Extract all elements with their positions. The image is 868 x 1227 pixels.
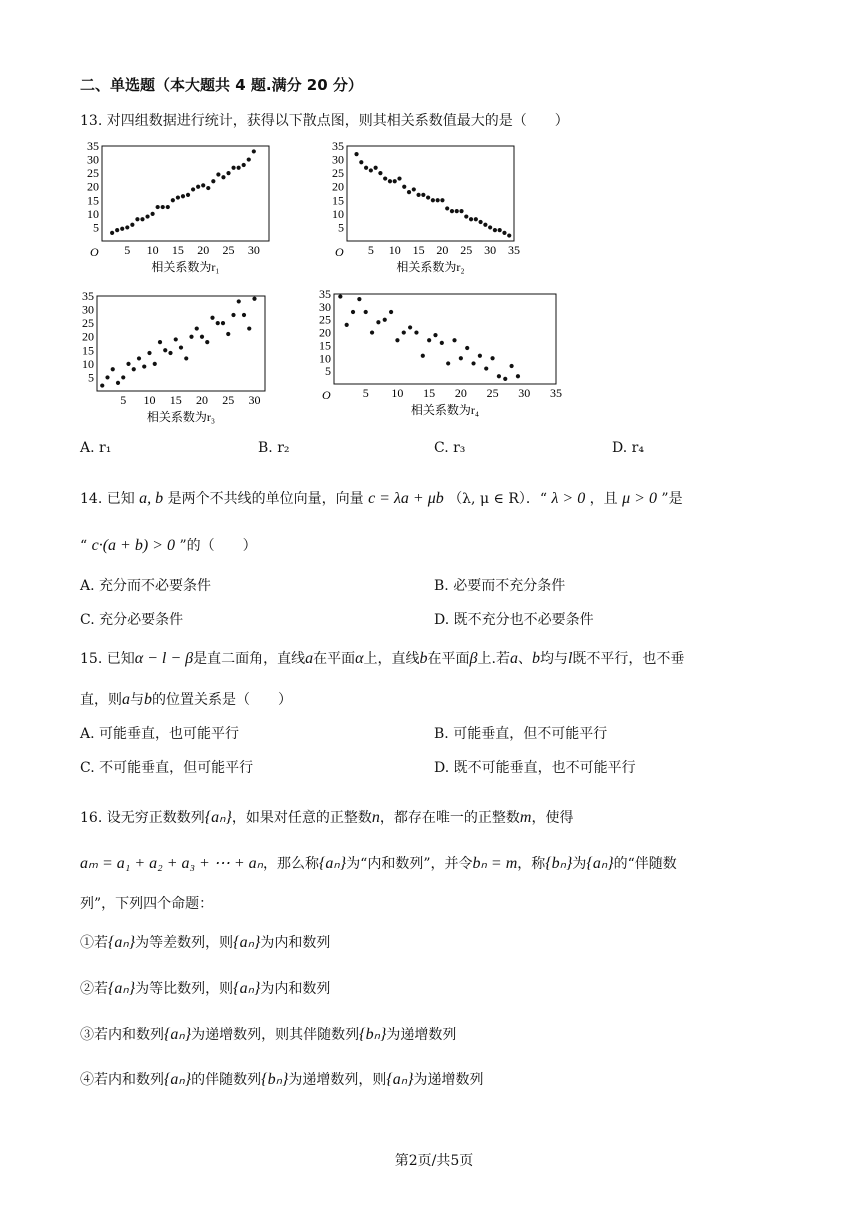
- scatter-point: [483, 223, 487, 227]
- q16-l2a: ，那么称: [263, 856, 320, 872]
- q15-c: 在平面: [313, 651, 356, 667]
- scatter-point: [201, 183, 205, 187]
- scatter-point: [111, 367, 115, 371]
- scatter-point: [416, 193, 420, 197]
- scatter-point: [231, 166, 235, 170]
- q16-seq-bn: {bₙ}: [545, 855, 573, 872]
- scatter-point: [351, 310, 355, 314]
- scatter-point: [176, 195, 180, 199]
- scatter-point: [242, 313, 246, 317]
- scatter-point: [402, 185, 406, 189]
- q15-l2b: 与: [130, 692, 144, 708]
- p3-a: ③若内和数列: [80, 1027, 164, 1043]
- scatter-point: [237, 166, 241, 170]
- q13-stem: 13. 对四组数据进行统计，获得以下散点图，则其相关系数值最大的是（ ）: [80, 113, 569, 129]
- scatter-point: [421, 193, 425, 197]
- q13-option-a[interactable]: A. r₁: [80, 440, 112, 456]
- x-tick-label: 20: [197, 243, 210, 257]
- p4-seq: {aₙ}: [164, 1071, 192, 1088]
- scatter-point: [221, 321, 225, 325]
- scatter-point: [110, 231, 114, 235]
- scatter-point: [226, 171, 230, 175]
- scatter-point: [179, 345, 183, 349]
- x-tick-label: 25: [486, 386, 499, 400]
- x-tick-label: 5: [362, 386, 369, 400]
- scatter-point: [357, 297, 361, 301]
- q15-dihedral: α − l − β: [134, 650, 194, 667]
- scatter-point: [147, 351, 151, 355]
- q14-mu: μ > 0: [622, 490, 657, 507]
- scatter-point: [145, 214, 149, 218]
- x-tick-label: 5: [120, 393, 127, 407]
- q14-lambda: λ > 0: [551, 490, 586, 507]
- scatter-point: [484, 366, 488, 370]
- x-tick-label: 30: [248, 393, 261, 407]
- scatter-point: [426, 195, 430, 199]
- y-tick-label: 30: [82, 302, 94, 317]
- y-tick-label: 35: [87, 140, 99, 153]
- q14-line2: [80, 535, 257, 555]
- q15-var-a3: a: [122, 691, 130, 708]
- x-tick-label: 20: [196, 393, 208, 407]
- x-tick-label: 15: [171, 243, 184, 257]
- scatter-point: [116, 381, 120, 385]
- scatter-point: [433, 333, 437, 337]
- scatter-point: [383, 318, 387, 322]
- p4-seq-bn: {bₙ}: [261, 1071, 289, 1088]
- scatter-point: [359, 160, 363, 164]
- y-tick-label: 30: [332, 152, 344, 167]
- scatter-point: [383, 176, 387, 180]
- y-tick-label: 15: [87, 193, 99, 208]
- q15-var-b: b: [419, 650, 428, 667]
- x-tick-label: 10: [143, 393, 156, 407]
- x-tick-label: 15: [412, 243, 425, 257]
- scatter-point: [370, 330, 374, 334]
- scatter-point: [174, 337, 178, 341]
- scatter-point: [408, 325, 412, 329]
- q14-option-c[interactable]: C. 充分必要条件: [80, 612, 184, 628]
- q15-var-l: l: [567, 650, 573, 667]
- scatter-point: [132, 367, 136, 371]
- scatter-point: [446, 361, 450, 365]
- scatter-point: [210, 316, 214, 320]
- p3-c: 为递增数列: [386, 1027, 457, 1043]
- y-tick-label: 15: [332, 193, 344, 208]
- scatter-plot-r2: [325, 140, 535, 284]
- scatter-point: [181, 194, 185, 198]
- q15-var-a2: a: [509, 650, 518, 667]
- q16-proposition-1[interactable]: [80, 932, 330, 952]
- scatter-point: [216, 172, 220, 176]
- y-tick-label: 25: [82, 316, 94, 331]
- p4-seq2: {aₙ}: [386, 1071, 414, 1088]
- q13-option-b[interactable]: B. r₂: [258, 440, 290, 456]
- scatter-point: [440, 198, 444, 202]
- q16-proposition-4[interactable]: [80, 1069, 484, 1089]
- p3-seq-bn: {bₙ}: [359, 1026, 387, 1043]
- q15-l2a: 直，则: [80, 692, 122, 708]
- y-tick-label: 5: [325, 364, 331, 379]
- scatter-point: [195, 326, 199, 330]
- scatter-point: [507, 233, 511, 237]
- p1-b: 为等差数列，则: [135, 935, 234, 951]
- q15-i: 既不平行，也不垂: [572, 651, 685, 667]
- scatter-point: [469, 217, 473, 221]
- x-tick-label: 30: [247, 243, 260, 257]
- y-tick-label: 10: [332, 206, 344, 221]
- scatter-point: [126, 362, 130, 366]
- p3-seq: {aₙ}: [164, 1026, 192, 1043]
- y-tick-label: 20: [82, 329, 94, 344]
- q16-a: 16. 设无穷正数数列: [80, 810, 205, 826]
- scatter-point: [252, 297, 256, 301]
- scatter-point: [497, 374, 501, 378]
- scatter-point: [135, 217, 139, 221]
- q16-proposition-3[interactable]: [80, 1024, 456, 1044]
- scatter-point: [407, 190, 411, 194]
- page-footer: 第2页/共5页: [394, 1153, 474, 1169]
- scatter-point: [452, 338, 456, 342]
- p3-b: 为递增数列，则其伴随数列: [191, 1027, 360, 1043]
- scatter-point: [345, 323, 349, 327]
- x-tick-label: 35: [550, 386, 562, 400]
- scatter-point: [206, 186, 210, 190]
- scatter-point: [393, 179, 397, 183]
- x-tick-label: 25: [222, 243, 235, 257]
- p2-c: 为内和数列: [260, 981, 331, 997]
- scatter-point: [161, 205, 165, 209]
- scatter-point: [498, 228, 502, 232]
- origin-label: O: [335, 245, 344, 259]
- q14-condition: （λ, μ ∈ R）．“: [448, 491, 548, 507]
- scatter-point: [474, 217, 478, 221]
- q16-line1: [80, 807, 573, 827]
- q16-line2: [80, 853, 677, 873]
- scatter-point: [397, 176, 401, 180]
- q15-b: 是直二面角，直线: [193, 651, 306, 667]
- q15-var-a: a: [305, 650, 314, 667]
- scatter-point: [478, 354, 482, 358]
- q15-line1: [80, 648, 684, 668]
- scatter-point: [247, 326, 251, 330]
- scatter-point: [465, 346, 469, 350]
- q15-d: 上，直线: [363, 651, 420, 667]
- x-tick-label: 20: [454, 386, 467, 400]
- scatter-point: [510, 364, 514, 368]
- y-tick-label: 10: [87, 206, 99, 221]
- y-tick-label: 35: [319, 288, 331, 301]
- scatter-point: [120, 227, 124, 231]
- y-tick-label: 35: [82, 290, 94, 303]
- q16-l2c: ，称: [517, 856, 546, 872]
- y-tick-label: 25: [332, 166, 344, 181]
- q16-seq-an-2: {aₙ}: [319, 855, 347, 872]
- scatter-point: [163, 348, 167, 352]
- scatter-point: [364, 310, 368, 314]
- plot-caption: 相关系数为r₄: [410, 403, 480, 417]
- scatter-point: [354, 152, 358, 156]
- q15-option-a[interactable]: A. 可能垂直，也可能平行: [80, 726, 240, 742]
- q14-text: 是两个不共线的单位向量，向量: [167, 491, 364, 507]
- scatter-point: [502, 231, 506, 235]
- scatter-point: [205, 340, 209, 344]
- q14-prefix: 14. 已知: [80, 491, 135, 507]
- q16-l2e: 的“伴随数: [613, 856, 677, 872]
- origin-label: O: [90, 245, 99, 259]
- scatter-point: [378, 171, 382, 175]
- scatter-point: [231, 313, 235, 317]
- scatter-point: [412, 187, 416, 191]
- scatter-point: [171, 198, 175, 202]
- section-title: 二、单选题（本大题共 4 题.满分 20 分）: [80, 76, 363, 94]
- scatter-point: [151, 212, 155, 216]
- scatter-point: [493, 228, 497, 232]
- y-tick-label: 10: [319, 351, 331, 366]
- q15-beta: β: [469, 650, 478, 667]
- scatter-point: [427, 338, 431, 342]
- scatter-point: [115, 228, 119, 232]
- scatter-point: [421, 354, 425, 358]
- x-tick-label: 25: [460, 243, 473, 257]
- x-tick-label: 5: [124, 243, 131, 257]
- q15-line2: [80, 689, 292, 709]
- scatter-point: [105, 375, 109, 379]
- scatter-plot-r1: [82, 140, 272, 284]
- p1-seq2: {aₙ}: [233, 934, 261, 951]
- q15-h: 均与: [539, 651, 568, 667]
- q13-option-d[interactable]: D. r₄: [612, 440, 644, 456]
- p4-d: 为递增数列: [413, 1072, 484, 1088]
- y-tick-label: 35: [332, 140, 344, 153]
- scatter-point: [186, 193, 190, 197]
- q16-sum-expr: aₘ = a₁ + a₂ + a₃ + ⋯ + aₙ: [80, 855, 264, 872]
- y-tick-label: 20: [87, 179, 99, 194]
- y-tick-label: 20: [319, 325, 331, 340]
- scatter-point: [221, 175, 225, 179]
- scatter-point: [252, 149, 256, 153]
- p2-seq2: {aₙ}: [233, 980, 261, 997]
- scatter-point: [200, 335, 204, 339]
- x-tick-label: 10: [388, 243, 401, 257]
- q16-l2d: 为: [572, 856, 587, 872]
- y-tick-label: 5: [88, 370, 94, 385]
- q14-vector-c: c = λa + μb: [368, 490, 444, 507]
- q16-var-n: n: [371, 809, 380, 826]
- scatter-point: [191, 187, 195, 191]
- scatter-point: [516, 374, 520, 378]
- q15-alpha: α: [355, 650, 364, 667]
- q15-option-d[interactable]: D. 既不可能垂直，也不可能平行: [434, 760, 636, 776]
- q14-line2-end: ”的（ ）: [179, 538, 257, 554]
- x-tick-label: 15: [423, 386, 436, 400]
- q16-proposition-2[interactable]: [80, 978, 330, 998]
- scatter-point: [153, 362, 157, 366]
- scatter-point: [237, 299, 241, 303]
- scatter-point: [459, 356, 463, 360]
- p2-seq: {aₙ}: [108, 980, 136, 997]
- scatter-point: [184, 356, 188, 360]
- y-tick-label: 15: [82, 343, 94, 358]
- q16-d: ，使得: [531, 810, 574, 826]
- plot-frame: [334, 294, 556, 384]
- p1-a: ①若: [80, 935, 108, 951]
- origin-label: O: [322, 388, 331, 402]
- scatter-point: [445, 206, 449, 210]
- scatter-point: [503, 377, 507, 381]
- q14-vectors-ab: a, b: [139, 490, 164, 507]
- scatter-point: [440, 341, 444, 345]
- x-tick-label: 10: [146, 243, 159, 257]
- scatter-point: [242, 163, 246, 167]
- scatter-point: [125, 225, 129, 229]
- scatter-point: [395, 338, 399, 342]
- q15-var-b2: b: [531, 650, 540, 667]
- scatter-point: [402, 330, 406, 334]
- scatter-point: [158, 340, 162, 344]
- scatter-point: [189, 335, 193, 339]
- y-tick-label: 15: [319, 338, 331, 353]
- scatter-point: [226, 332, 230, 336]
- q15-var-b3: b: [144, 691, 152, 708]
- q16-var-m: m: [519, 809, 532, 826]
- q16-b: ，如果对任意的正整数: [231, 810, 372, 826]
- q16-bn-eq: bₙ = m: [472, 855, 518, 872]
- x-tick-label: 5: [367, 243, 374, 257]
- x-tick-label: 20: [436, 243, 449, 257]
- scatter-point: [211, 179, 215, 183]
- scatter-point: [142, 364, 146, 368]
- scatter-point: [364, 166, 368, 170]
- p4-a: ④若内和数列: [80, 1072, 164, 1088]
- x-tick-label: 30: [484, 243, 497, 257]
- y-tick-label: 5: [338, 220, 344, 235]
- scatter-point: [130, 223, 134, 227]
- q14-end: ”是: [661, 491, 683, 507]
- scatter-point: [471, 361, 475, 365]
- x-tick-label: 35: [508, 243, 520, 257]
- x-tick-label: 25: [222, 393, 235, 407]
- scatter-point: [121, 375, 125, 379]
- scatter-point: [166, 205, 170, 209]
- scatter-point: [431, 198, 435, 202]
- p1-seq: {aₙ}: [108, 934, 136, 951]
- q14-and: ，且: [589, 491, 618, 507]
- x-tick-label: 30: [518, 386, 531, 400]
- y-tick-label: 5: [93, 220, 99, 235]
- p2-a: ②若: [80, 981, 108, 997]
- y-tick-label: 25: [87, 166, 99, 181]
- plot-caption: 相关系数为r₃: [146, 410, 216, 424]
- y-tick-label: 30: [87, 152, 99, 167]
- q13-option-c[interactable]: C. r₃: [434, 440, 466, 456]
- q16-l2b: 为“内和数列”，并令: [346, 856, 473, 872]
- q14-dot-expr: c·(a + b) > 0: [91, 537, 175, 554]
- scatter-point: [488, 225, 492, 229]
- scatter-point: [388, 179, 392, 183]
- q16-seq-an-3: {aₙ}: [586, 855, 614, 872]
- q15-a: 15. 已知: [80, 651, 135, 667]
- scatter-point: [450, 209, 454, 213]
- scatter-point: [464, 214, 468, 218]
- scatter-plot-r4: [310, 288, 570, 432]
- q15-l2c: 的位置关系是（ ）: [152, 692, 292, 708]
- x-tick-label: 15: [169, 393, 182, 407]
- q16-seq-an: {aₙ}: [204, 809, 232, 826]
- y-tick-label: 25: [319, 312, 331, 327]
- y-tick-label: 10: [82, 356, 94, 371]
- scatter-point: [140, 217, 144, 221]
- p4-b: 的伴随数列: [191, 1072, 262, 1088]
- scatter-point: [137, 356, 141, 360]
- scatter-point: [338, 294, 342, 298]
- q14-option-a[interactable]: A. 充分而不必要条件: [80, 578, 212, 594]
- scatter-point: [156, 205, 160, 209]
- scatter-point: [168, 351, 172, 355]
- scatter-point: [374, 166, 378, 170]
- plot-caption: 相关系数为r₁: [151, 260, 220, 274]
- q15-e: 在平面: [427, 651, 470, 667]
- scatter-point: [414, 330, 418, 334]
- q14-line1: [80, 488, 683, 508]
- p4-c: 为递增数列，则: [288, 1072, 387, 1088]
- scatter-point: [247, 157, 251, 161]
- scatter-point: [459, 209, 463, 213]
- scatter-point: [389, 310, 393, 314]
- q16-line3: 列”，下列四个命题：: [80, 896, 214, 912]
- q14-option-d[interactable]: D. 既不充分也不必要条件: [434, 612, 594, 628]
- x-tick-label: 10: [391, 386, 404, 400]
- y-tick-label: 30: [319, 299, 331, 314]
- scatter-point: [436, 198, 440, 202]
- q15-option-b[interactable]: B. 可能垂直，但不可能平行: [434, 726, 608, 742]
- scatter-point: [455, 209, 459, 213]
- scatter-point: [216, 321, 220, 325]
- scatter-point: [490, 356, 494, 360]
- y-tick-label: 20: [332, 179, 344, 194]
- scatter-point: [196, 185, 200, 189]
- q16-c: ，都存在唯一的正整数: [379, 810, 520, 826]
- scatter-point: [479, 220, 483, 224]
- scatter-point: [100, 383, 104, 387]
- q15-option-c[interactable]: C. 不可能垂直，但可能平行: [80, 760, 254, 776]
- scatter-point: [376, 320, 380, 324]
- scatter-point: [369, 168, 373, 172]
- p1-c: 为内和数列: [260, 935, 331, 951]
- q14-open-quote: “: [80, 538, 88, 554]
- q15-f: 上.若: [477, 651, 510, 667]
- q15-g: 、: [517, 651, 532, 667]
- plot-caption: 相关系数为r₂: [396, 260, 465, 274]
- q14-option-b[interactable]: B. 必要而不充分条件: [434, 578, 566, 594]
- p2-b: 为等比数列，则: [135, 981, 234, 997]
- scatter-plot-r3: [75, 290, 270, 434]
